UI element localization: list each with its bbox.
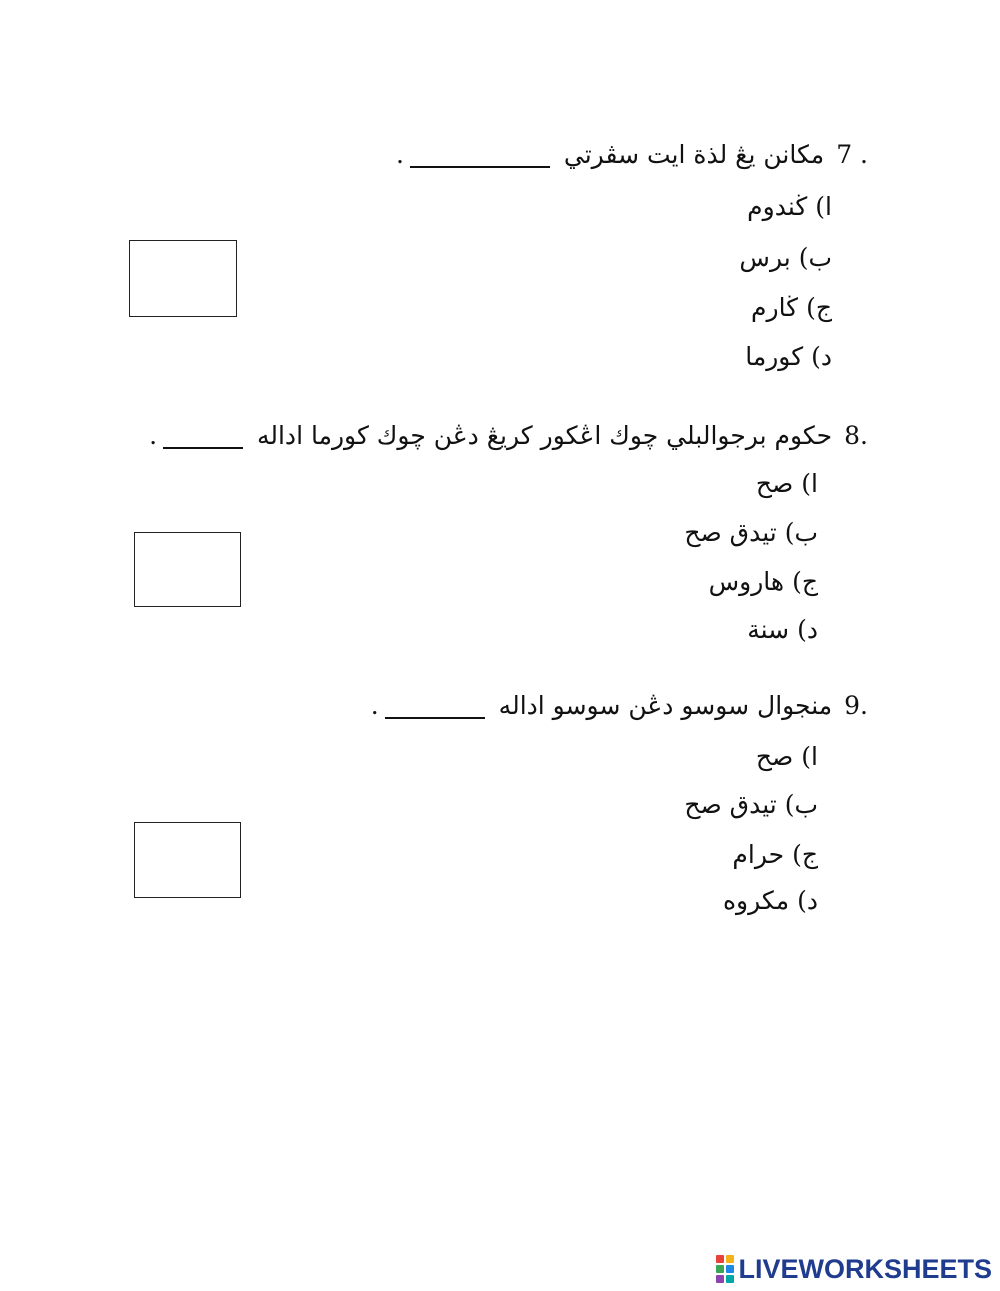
option-letter: ا) bbox=[801, 742, 818, 771]
option-text: كورما bbox=[745, 342, 804, 371]
question-stem bbox=[149, 419, 868, 453]
blank-line bbox=[385, 697, 485, 719]
blank-line bbox=[163, 427, 243, 449]
question-stem bbox=[396, 138, 868, 172]
option-d bbox=[747, 613, 818, 647]
question-text: مكانن يڠ لذة ايت سڤرتي bbox=[563, 140, 825, 169]
option-letter: ب) bbox=[784, 518, 818, 547]
option-text: ڬندوم bbox=[747, 192, 808, 221]
option-a bbox=[747, 190, 832, 224]
option-b bbox=[684, 788, 818, 822]
option-d bbox=[745, 340, 832, 374]
question-stem bbox=[371, 689, 868, 723]
question-number: 7 . bbox=[836, 140, 868, 169]
option-d bbox=[723, 884, 818, 918]
option-a bbox=[756, 740, 818, 774]
question-text: منجوال سوسو دڠن سوسو اداله bbox=[498, 691, 833, 720]
logo-square bbox=[726, 1275, 734, 1283]
option-text: برس bbox=[739, 243, 791, 272]
option-letter: د) bbox=[797, 615, 818, 644]
question-number: 9. bbox=[844, 691, 868, 720]
option-c bbox=[709, 565, 818, 599]
option-text: تيدق صح bbox=[684, 790, 777, 819]
brand-name: LIVEWORKSHEETS bbox=[738, 1253, 992, 1284]
answer-box[interactable] bbox=[134, 822, 241, 898]
option-text: صح bbox=[755, 742, 794, 771]
option-text: حرام bbox=[732, 840, 785, 869]
option-text: سنة bbox=[747, 615, 790, 644]
answer-box[interactable] bbox=[129, 240, 237, 317]
option-text: هاروس bbox=[708, 567, 785, 596]
option-b bbox=[739, 241, 832, 275]
option-letter: ج) bbox=[806, 293, 832, 322]
option-text: ڬارم bbox=[751, 293, 799, 322]
option-letter: ج) bbox=[792, 567, 818, 596]
question-end: . bbox=[395, 140, 404, 169]
option-b bbox=[684, 516, 818, 550]
option-c bbox=[751, 291, 832, 325]
option-letter: ب) bbox=[784, 790, 818, 819]
option-a bbox=[756, 467, 818, 501]
logo-square bbox=[726, 1265, 734, 1273]
logo-square bbox=[716, 1265, 724, 1273]
question-text: حکوم برجوالبلي چوك اڠكور كريڠ دڠن چوك كورما اداله bbox=[256, 421, 833, 450]
option-letter: ج) bbox=[792, 840, 818, 869]
blank-line bbox=[410, 146, 550, 168]
option-text: مكروه bbox=[722, 886, 790, 915]
logo-square bbox=[726, 1255, 734, 1263]
option-text: تيدق صح bbox=[684, 518, 777, 547]
logo-square bbox=[716, 1255, 724, 1263]
answer-box[interactable] bbox=[134, 532, 241, 607]
question-end: . bbox=[149, 421, 158, 450]
option-text: صح bbox=[755, 469, 794, 498]
liveworksheets-logo bbox=[716, 1252, 992, 1286]
question-number: 8. bbox=[844, 421, 868, 450]
option-letter: ب) bbox=[798, 243, 832, 272]
option-letter: ا) bbox=[801, 469, 818, 498]
option-letter: د) bbox=[797, 886, 818, 915]
liveworksheets-logo-icon bbox=[716, 1255, 734, 1283]
option-letter: د) bbox=[811, 342, 832, 371]
logo-square bbox=[716, 1275, 724, 1283]
option-letter: ا) bbox=[815, 192, 832, 221]
option-c bbox=[732, 838, 818, 872]
question-end: . bbox=[370, 691, 379, 720]
